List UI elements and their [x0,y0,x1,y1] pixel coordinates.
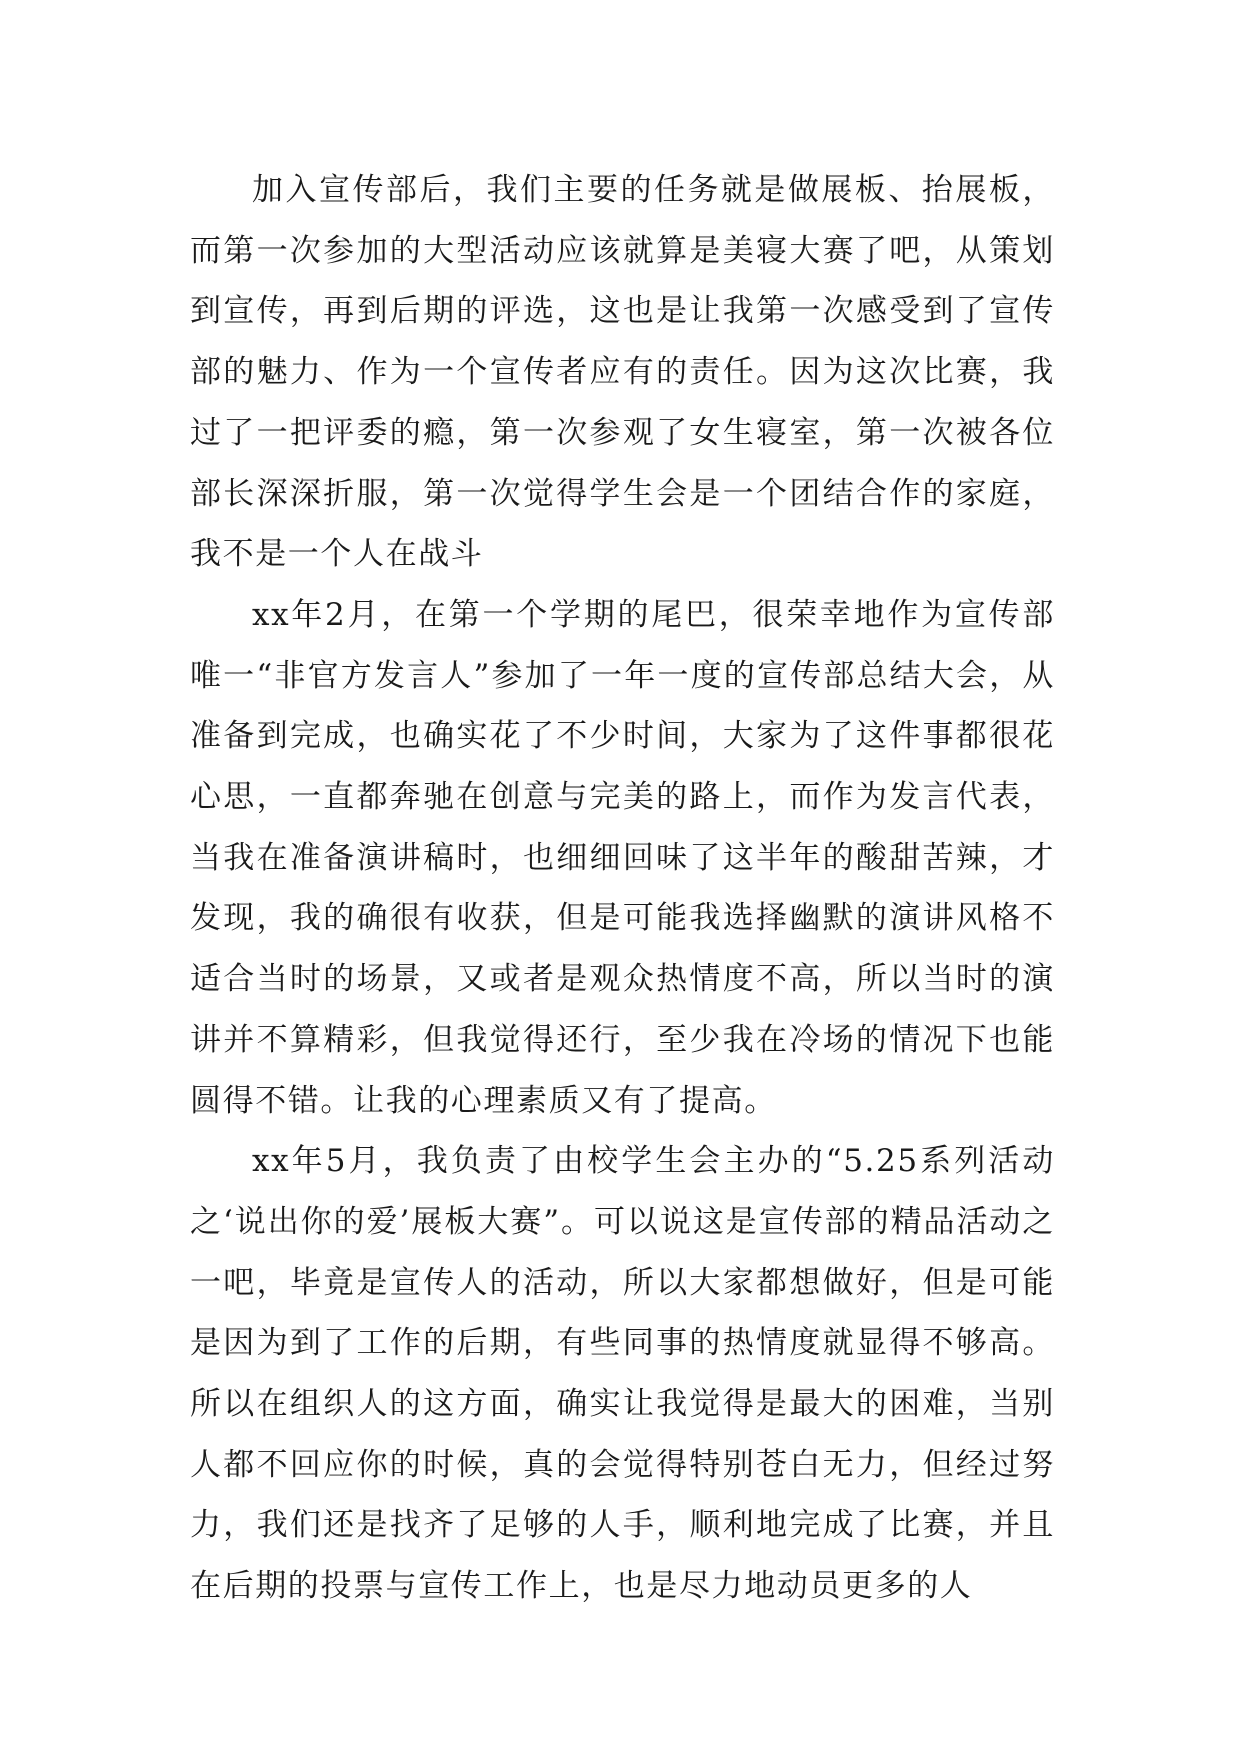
paragraph-propaganda-department: 加入宣传部后，我们主要的任务就是做展板、抬展板，而第一次参加的大型活动应该就算是美寝大赛了吧，从策划到宣传，再到后期的评选，这也是让我第一次感受到了宣传部的魅力、作为一个宣传者应有的责任。因为这次比赛，我过了一把评委的瘾，第一次参观了女生寝室，第一次被各位部长深深折服，第一次觉得学生会是一个团结合作的家庭，我不是一个人在战斗 [190,172,1055,573]
paragraph-summary-meeting: xx年2月，在第一个学期的尾巴，很荣幸地作为宣传部唯一“非官方发言人”参加了一年一度的宣传部总结大会，从准备到完成，也确实花了不少时间，大家为了这件事都很花心思，一直都奔驰在创意与完美的路上，而作为发言代表，当我在准备演讲稿时，也细细回味了这半年的酸甜苦辣，才发现，我的确很有收获，但是可能我选择幽默的演讲风格不适合当时的场景，又或者是观众热情度不高，所以当时的演讲并不算精彩，但我觉得还行，至少我在冷场的情况下也能圆得不错。让我的心理素质又有了提高。 [190,596,1055,1119]
paragraph-exhibition-contest: xx年5月，我负责了由校学生会主办的“5.25系列活动之‘说出你的爱’展板大赛”。可以说这是宣传部的精品活动之一吧，毕竟是宣传人的活动，所以大家都想做好，但是可能是因为到了工作的后期，有些同事的热情度就显得不够高。所以在组织人的这方面，确实让我觉得是最大的困难，当别人都不回应你的时候，真的会觉得特别苍白无力，但经过努力，我们还是找齐了足够的人手，顺利地完成了比赛，并且在后期的投票与宣传工作上，也是尽力地动员更多的人 [190,1143,1055,1605]
document-body [190,160,1055,1617]
